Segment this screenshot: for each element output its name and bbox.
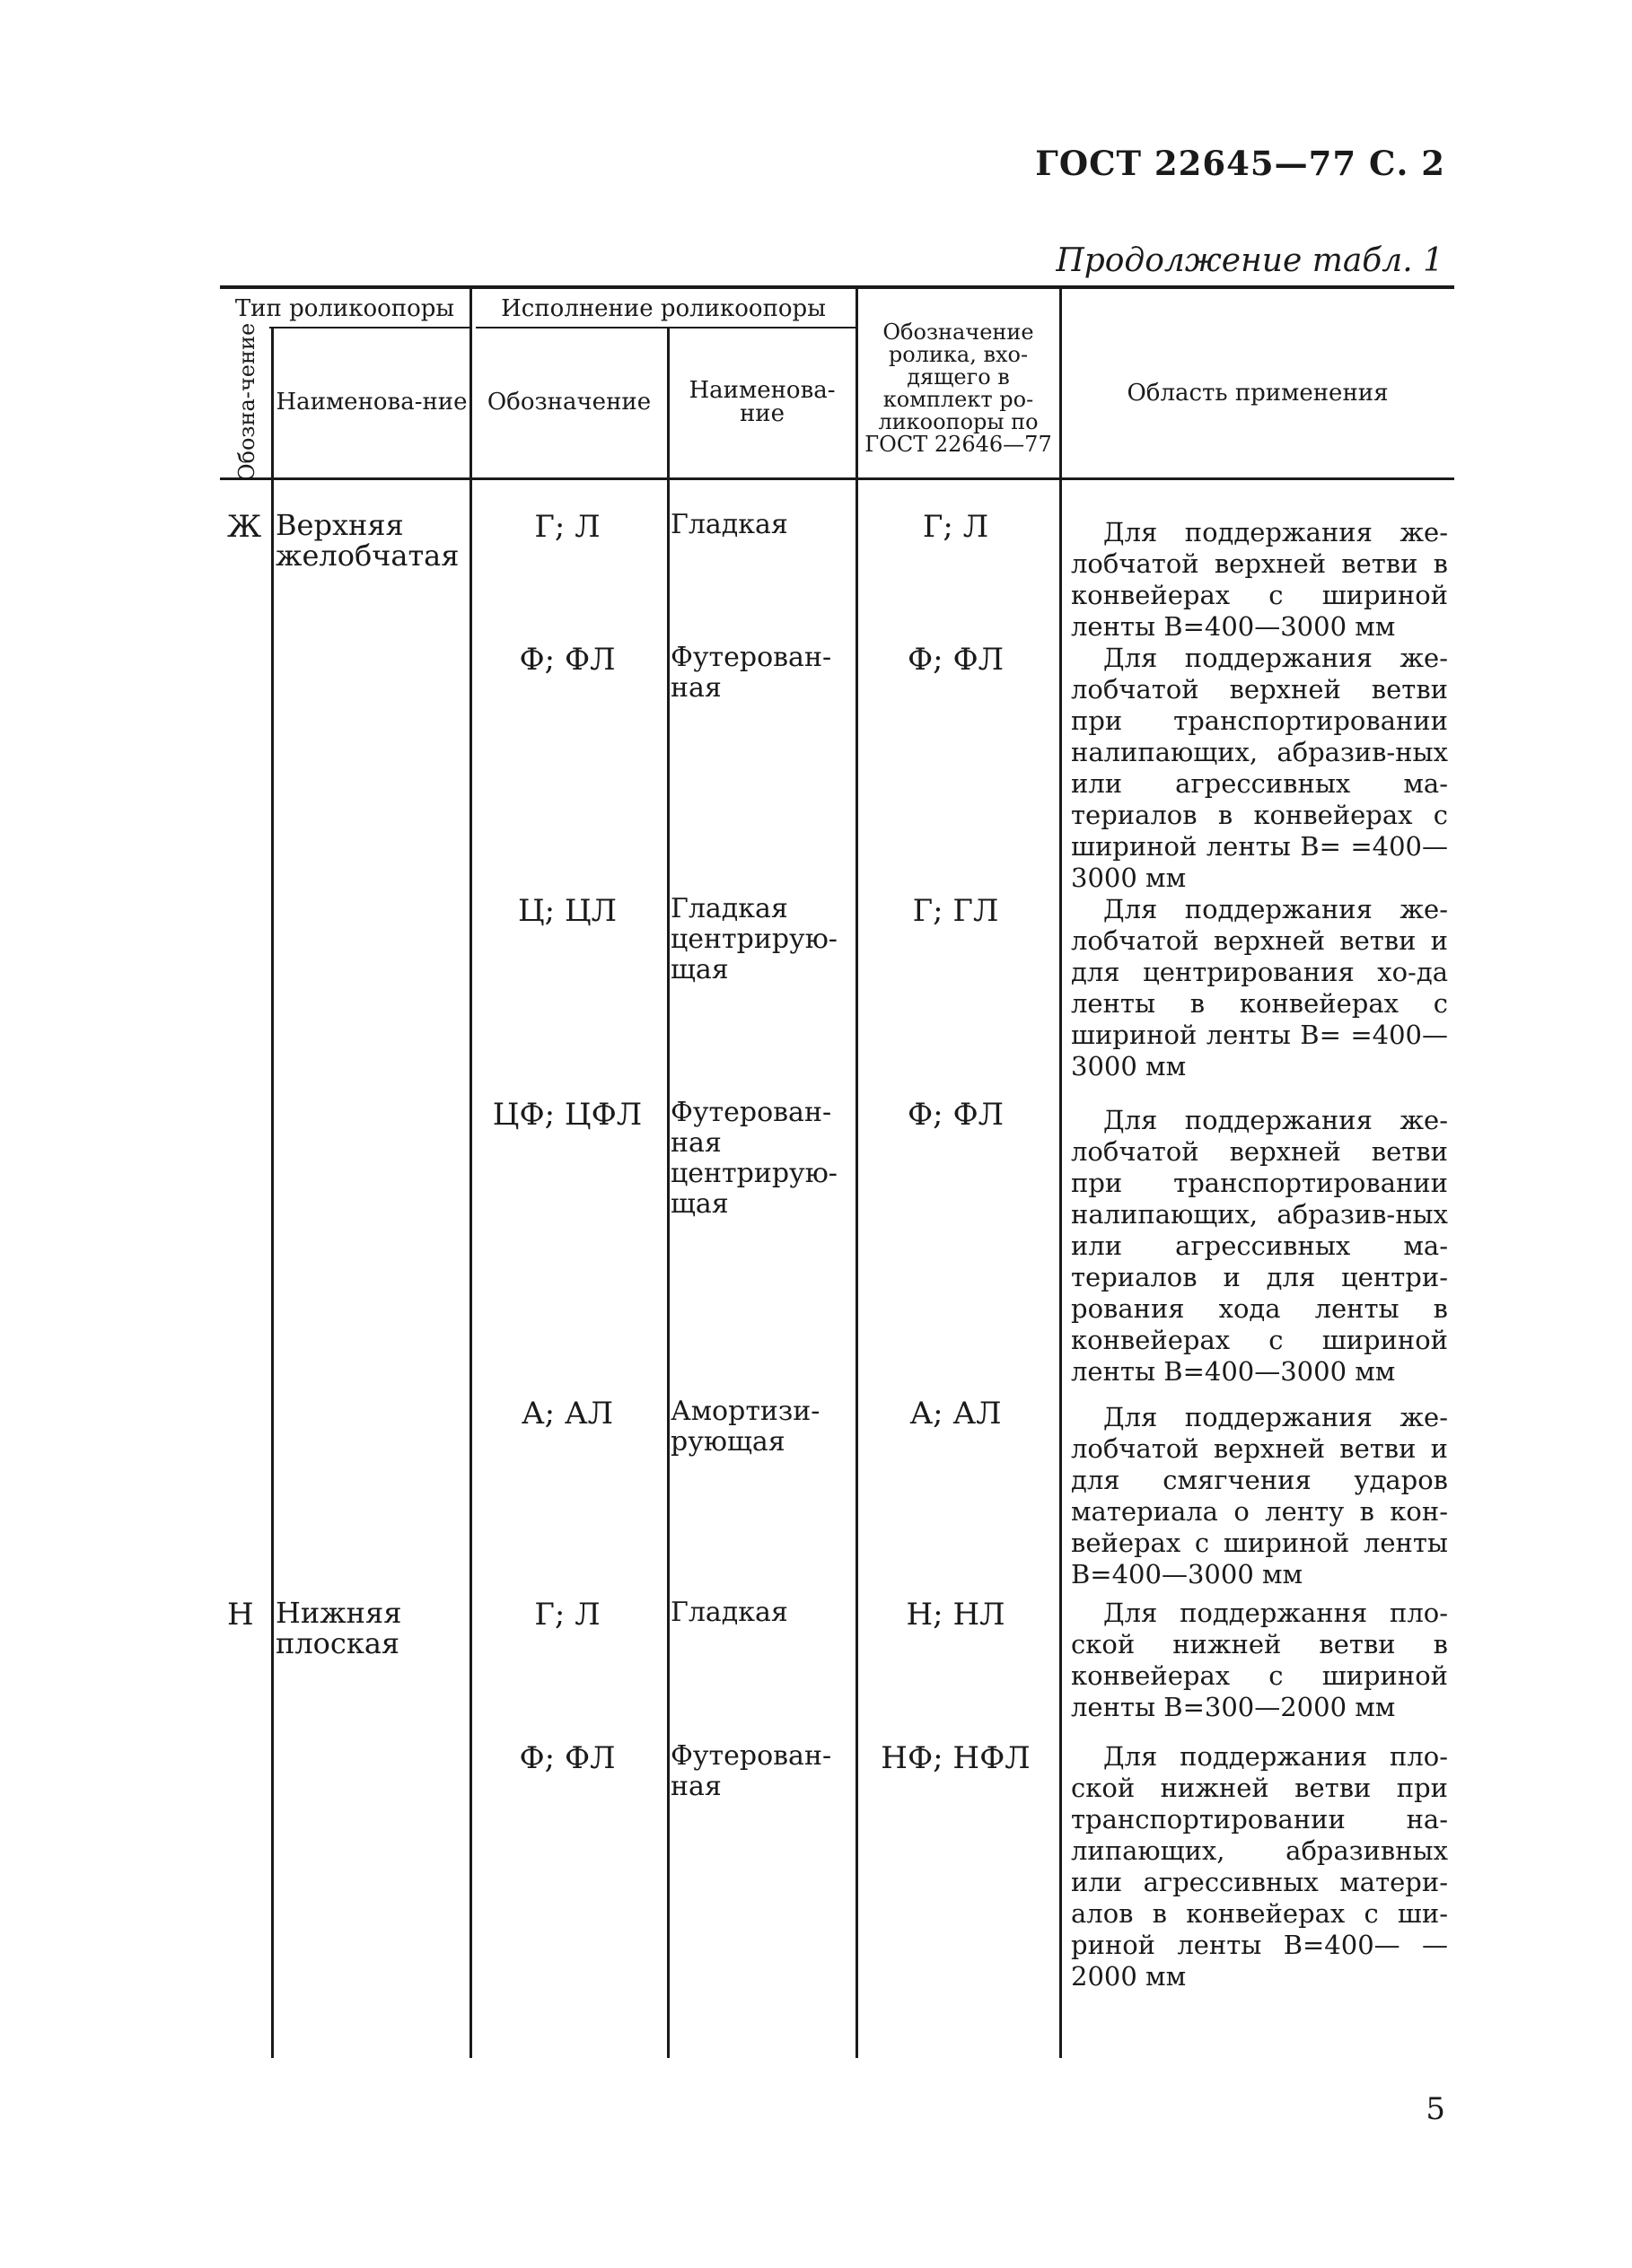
exec-code: Ф; ФЛ <box>519 642 616 678</box>
exec-code: Ц; ЦЛ <box>518 893 617 929</box>
exec-name: Гладкая <box>671 1597 788 1628</box>
page-header: ГОСТ 22645—77 С. 2 <box>1035 144 1445 183</box>
application-text: Для поддержания пло-ской нижней ветви при транспортировании на-липающих, абразивных или агрессивных матери-алов в конвейерах с ши-риной ленты B=400— —2000 мм <box>1071 1741 1448 1992</box>
type-code: Ж <box>227 509 262 545</box>
roller-code: Ф; ФЛ <box>907 1097 1005 1133</box>
col-divider-1 <box>271 328 274 2058</box>
exec-name: Футерован-ная <box>671 642 832 704</box>
col-divider-4 <box>855 285 858 2058</box>
roller-code: А; АЛ <box>909 1396 1002 1432</box>
application-text: Для поддержания же-лобчатой верхней ветви и для смягчения ударов материала о ленту в кон-вейерах с шириной ленты B=400—3000 мм <box>1071 1402 1448 1589</box>
header-bottom-rule <box>220 477 1454 480</box>
exec-name: Футерован-ная <box>671 1740 832 1802</box>
roller-code: Г; Л <box>922 509 989 545</box>
exec-name: Футерован-ная центрирую-щая <box>671 1097 838 1220</box>
roller-code: Г; ГЛ <box>912 893 999 929</box>
exec-code: А; АЛ <box>521 1396 614 1432</box>
col-divider-3 <box>667 328 670 2058</box>
group-underline-type <box>269 327 471 328</box>
type-name: Верхняя желобчатая <box>276 508 460 573</box>
exec-code: Г; Л <box>534 509 601 545</box>
application-text: Для поддержания же-лобчатой верхней ветви в конвейерах с шириной ленты B=400—3000 мм <box>1071 517 1448 642</box>
table-continuation-label: Продолжение табл. 1 <box>1056 242 1443 279</box>
type-name: Нижняя плоская <box>276 1596 402 1660</box>
header-roller: Обозначение ролика, вхо-дящего в комплект ро-ликоопоры по ГОСТ 22646—77 <box>864 320 1052 457</box>
exec-code: Ф; ФЛ <box>519 1740 616 1776</box>
header-exec-name: Наименова-ние <box>689 377 836 427</box>
roller-support-table <box>220 285 1454 2058</box>
exec-name: Амортизи-рующая <box>671 1396 820 1458</box>
header-exec-group: Исполнение роликоопоры <box>501 295 826 322</box>
roller-code: Н; НЛ <box>906 1597 1005 1633</box>
exec-code: Г; Л <box>534 1597 601 1633</box>
application-text: Для поддержания же-лобчатой верхней ветви при транспортировании налипающих, абразив-ных или агрессивных ма-териалов в конвейерах с шириной ленты B= =400—3000 мм <box>1071 643 1448 893</box>
type-code: Н <box>227 1597 254 1633</box>
header-type-name: Наименова-ние <box>276 389 468 416</box>
application-text: Для поддержання пло-ской нижней ветви в конвейерах с шириной ленты B=300—2000 мм <box>1071 1598 1448 1722</box>
header-application: Область применения <box>1127 380 1389 407</box>
header-exec-code: Обозначение <box>487 389 652 416</box>
application-text: Для поддержания же-лобчатой верхней ветви и для центрирования хо-да ленты в конвейерах с шириной ленты B= =400—3000 мм <box>1071 894 1448 1081</box>
header-type-group: Тип роликоопоры <box>234 295 455 322</box>
col-divider-5 <box>1059 285 1062 2058</box>
exec-name: Гладкая центрирую-щая <box>671 893 838 985</box>
page-number: 5 <box>1426 2091 1445 2127</box>
roller-code: НФ; НФЛ <box>881 1740 1031 1776</box>
application-text: Для поддержания же-лобчатой верхней ветви при транспортировании налипающих, абразив-ных или агрессивных ма-териалов и для центри-рования хода ленты в конвейерах с шириной ленты B=400—3000 мм <box>1071 1105 1448 1387</box>
exec-code: ЦФ; ЦФЛ <box>492 1097 643 1133</box>
table-top-rule <box>220 285 1454 289</box>
header-type-code: Обозна-чение <box>234 322 259 482</box>
roller-code: Ф; ФЛ <box>907 642 1005 678</box>
exec-name: Гладкая <box>671 509 788 540</box>
